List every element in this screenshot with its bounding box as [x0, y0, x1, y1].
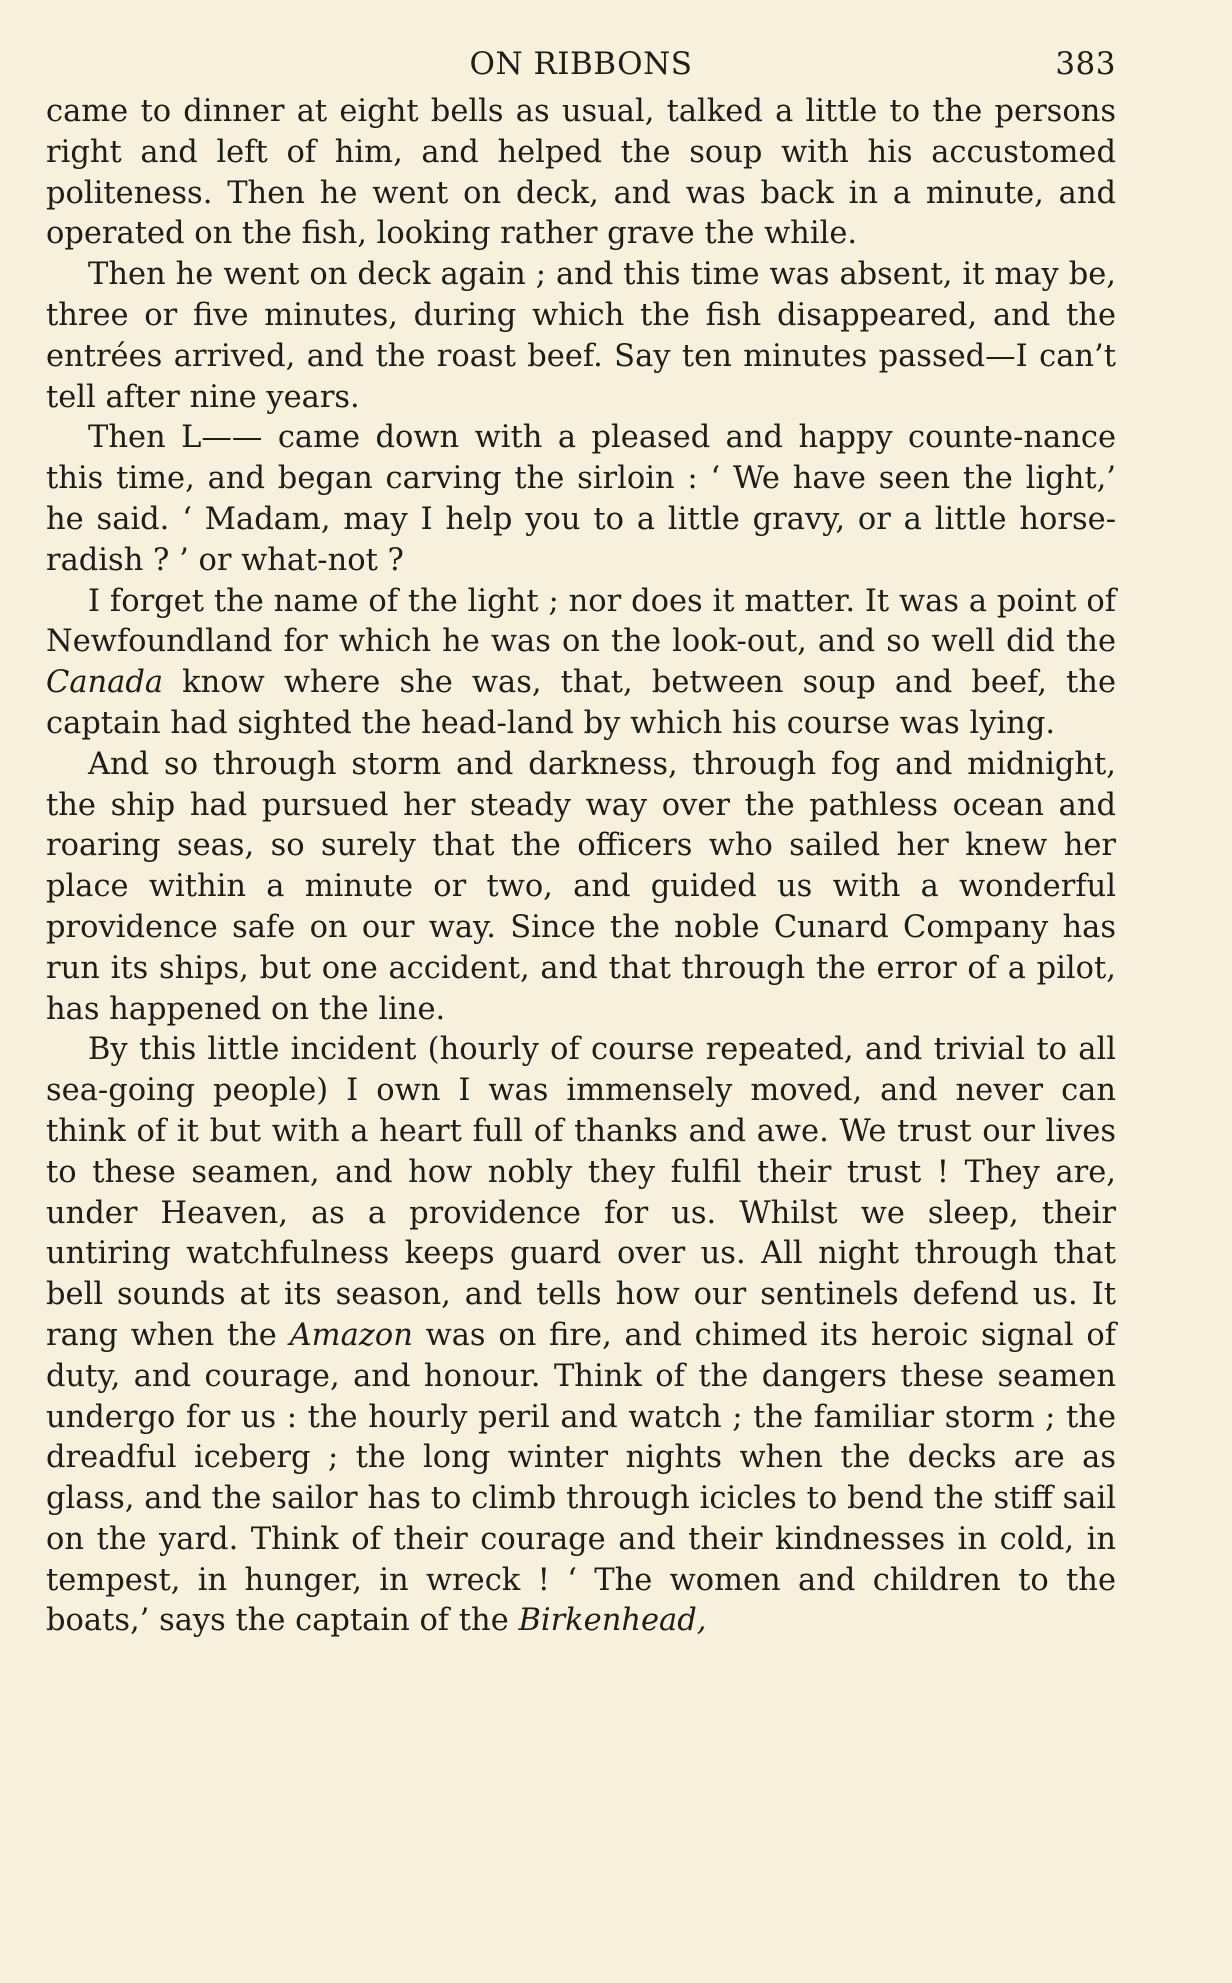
text-segment: And so through storm and darkness, through fog and midnight, the ship had pursued her steady way over the pathless ocean and roaring seas, so surely that the officers who sailed her knew her place within a minute or two, and guided us with a wonderful providence safe on our way. Since the noble Cunard Company has run its ships, but one accident, and that through the error of a pilot, has happened on the line. [46, 746, 1116, 1027]
text-segment: Then he went on deck again ; and this time was absent, it may be, three or five minutes, during which the fish disappeared, and the entrées arrived, and the roast beef. Say ten minutes passed—I can’t tell after nine years. [46, 257, 1116, 415]
text-segment: By this little incident (hourly of course repeated, and trivial to all sea-going people) I own I was immensely moved, and never can think of it but with a heart full of thanks and awe. We trust our lives to these seamen, and how nobly they fulfil their trust ! They are, under Heaven, as a providence for us. Whilst we sleep, their untiring watchfulness keeps guard over us. All night through that bell sounds at its season, and tells how our sentinels defend us. It rang when the [46, 1032, 1116, 1353]
text-segment: know where she was, that, between soup and beef, the captain had sighted the head-land by which his course was lying. [46, 665, 1116, 741]
ship-name: Canada [46, 665, 164, 701]
page-number: 383 [1055, 46, 1116, 82]
running-title: ON RIBBONS [469, 46, 693, 82]
paragraph [46, 255, 1116, 418]
text-segment: was on fire, and chimed its heroic signal of duty, and courage, and honour. Think of the dangers these seamen undergo for us : the hourly peril and watch ; the familiar storm ; the dreadful iceberg ; the long winter nights when the decks are as glass, and the sailor has to climb through icicles to bend the stiff sail on the yard. Think of their courage and their kindnesses in cold, in tempest, in hunger, in wreck ! ‘ The women and children to the boats,’ says the captain of the [46, 1317, 1116, 1639]
paragraph [46, 418, 1116, 581]
book-page [46, 36, 1116, 1642]
text-segment: came to dinner at eight bells as usual, talked a little to the persons right and left of him, and helped the soup with his accustomed politeness. Then he went on deck, and was back in a minute, and operated on the fish, looking rather grave the while. [46, 94, 1116, 252]
text-segment: I forget the name of the light ; nor does it matter. It was a point of Newfoundland for which he was on the look-out, and so well did the [46, 583, 1116, 660]
paragraph [46, 92, 1116, 255]
running-head [46, 36, 1116, 92]
paragraph [46, 745, 1116, 1031]
paragraph [46, 582, 1116, 745]
ship-name: Birkenhead, [518, 1603, 707, 1639]
ship-name: Amazon [289, 1317, 413, 1353]
text-segment: Then L—— came down with a pleased and happy counte-nance this time, and began carving the sirloin : ‘ We have seen the light,’ he said. ‘ Madam, may I help you to a little gravy, or a little horse-radish ? ’ or what-not ? [46, 420, 1116, 578]
paragraph [46, 1030, 1116, 1642]
body-text [46, 92, 1116, 1642]
